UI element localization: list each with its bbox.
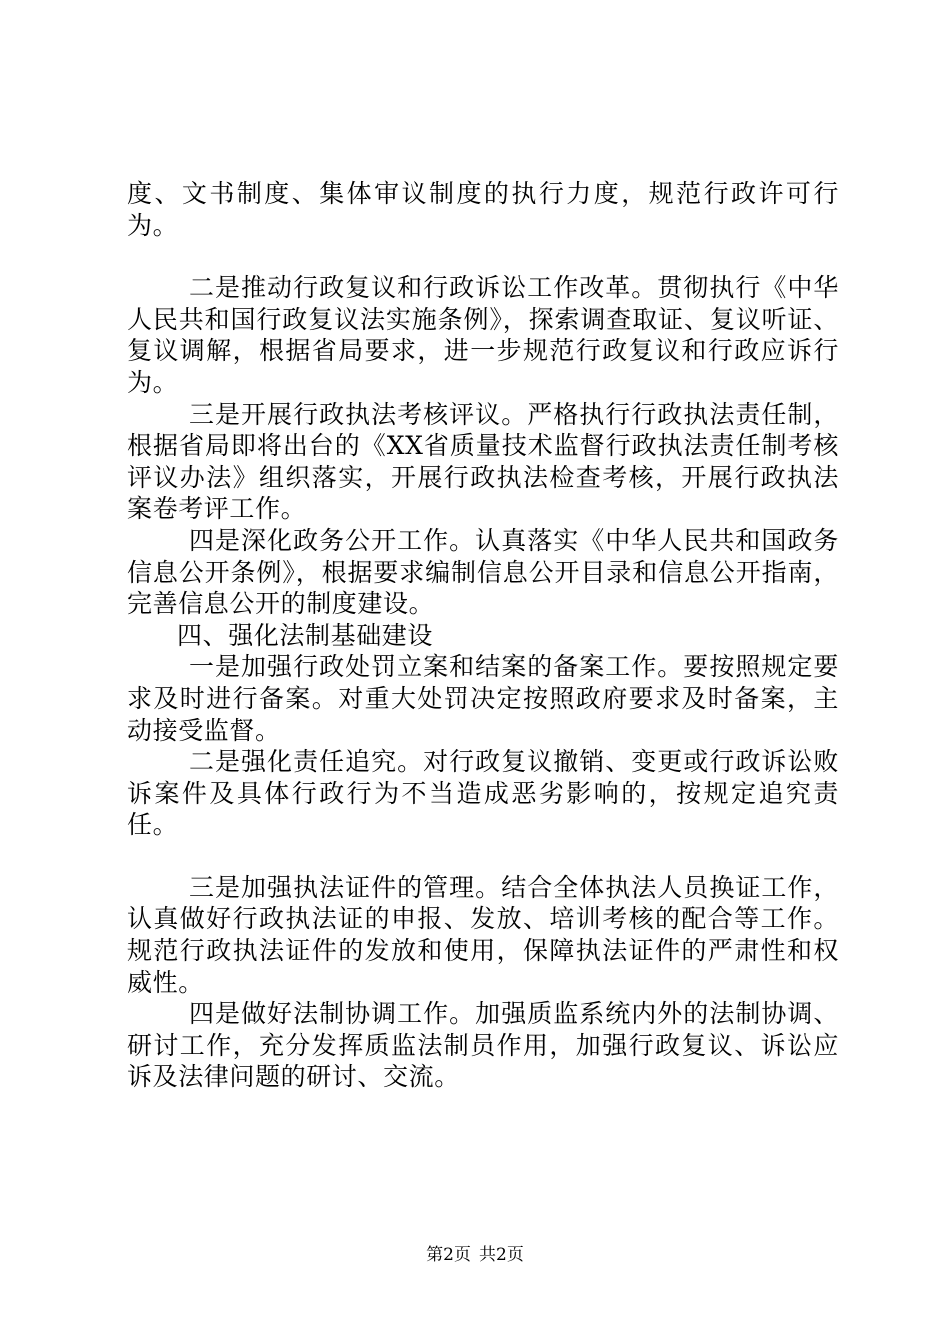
document-body	[127, 178, 839, 1093]
paragraph-accountability: 二是强化责任追究。对行政复议撤销、变更或行政诉讼败诉案件及具体行政行为不当造成恶劣影响的，按规定追究责任。	[127, 747, 839, 840]
paragraph-administrative-review: 二是推动行政复议和行政诉讼工作改革。贯彻执行《中华人民共和国行政复议法实施条例》，探索调查取证、复议听证、复议调解，根据省局要求，进一步规范行政复议和行政应诉行为。	[127, 273, 839, 397]
page-footer	[0, 1244, 950, 1266]
page-total: 共2页	[479, 1245, 524, 1265]
paragraph-enforcement-assessment: 三是开展行政执法考核评议。严格执行行政执法责任制，根据省局即将出台的《XX省质量技术监督行政执法责任制考核评议办法》组织落实，开展行政执法检查考核，开展行政执法案卷考评工作。	[127, 399, 839, 524]
page-number: 第2页	[426, 1245, 471, 1265]
section-heading: 四、强化法制基础建设	[177, 620, 434, 650]
paragraph-filing-work: 一是加强行政处罚立案和结案的备案工作。要按照规定要求及时进行备案。对重大处罚决定按照政府要求及时备案，主动接受监督。	[127, 652, 839, 745]
paragraph-certificate-management: 三是加强执法证件的管理。结合全体执法人员换证工作，认真做好行政执法证的申报、发放、培训考核的配合等工作。规范行政执法证件的发放和使用，保障执法证件的严肃性和权威性。	[127, 872, 839, 997]
paragraph-continuation: 度、文书制度、集体审议制度的执行力度，规范行政许可行为。	[127, 179, 839, 240]
paragraph-legal-coordination: 四是做好法制协调工作。加强质监系统内外的法制协调、研讨工作，充分发挥质监法制员作用，加强行政复议、诉讼应诉及法律问题的研讨、交流。	[127, 999, 839, 1092]
paragraph-government-affairs: 四是深化政务公开工作。认真落实《中华人民共和国政务信息公开条例》，根据要求编制信息公开目录和信息公开指南，完善信息公开的制度建设。	[127, 525, 839, 619]
